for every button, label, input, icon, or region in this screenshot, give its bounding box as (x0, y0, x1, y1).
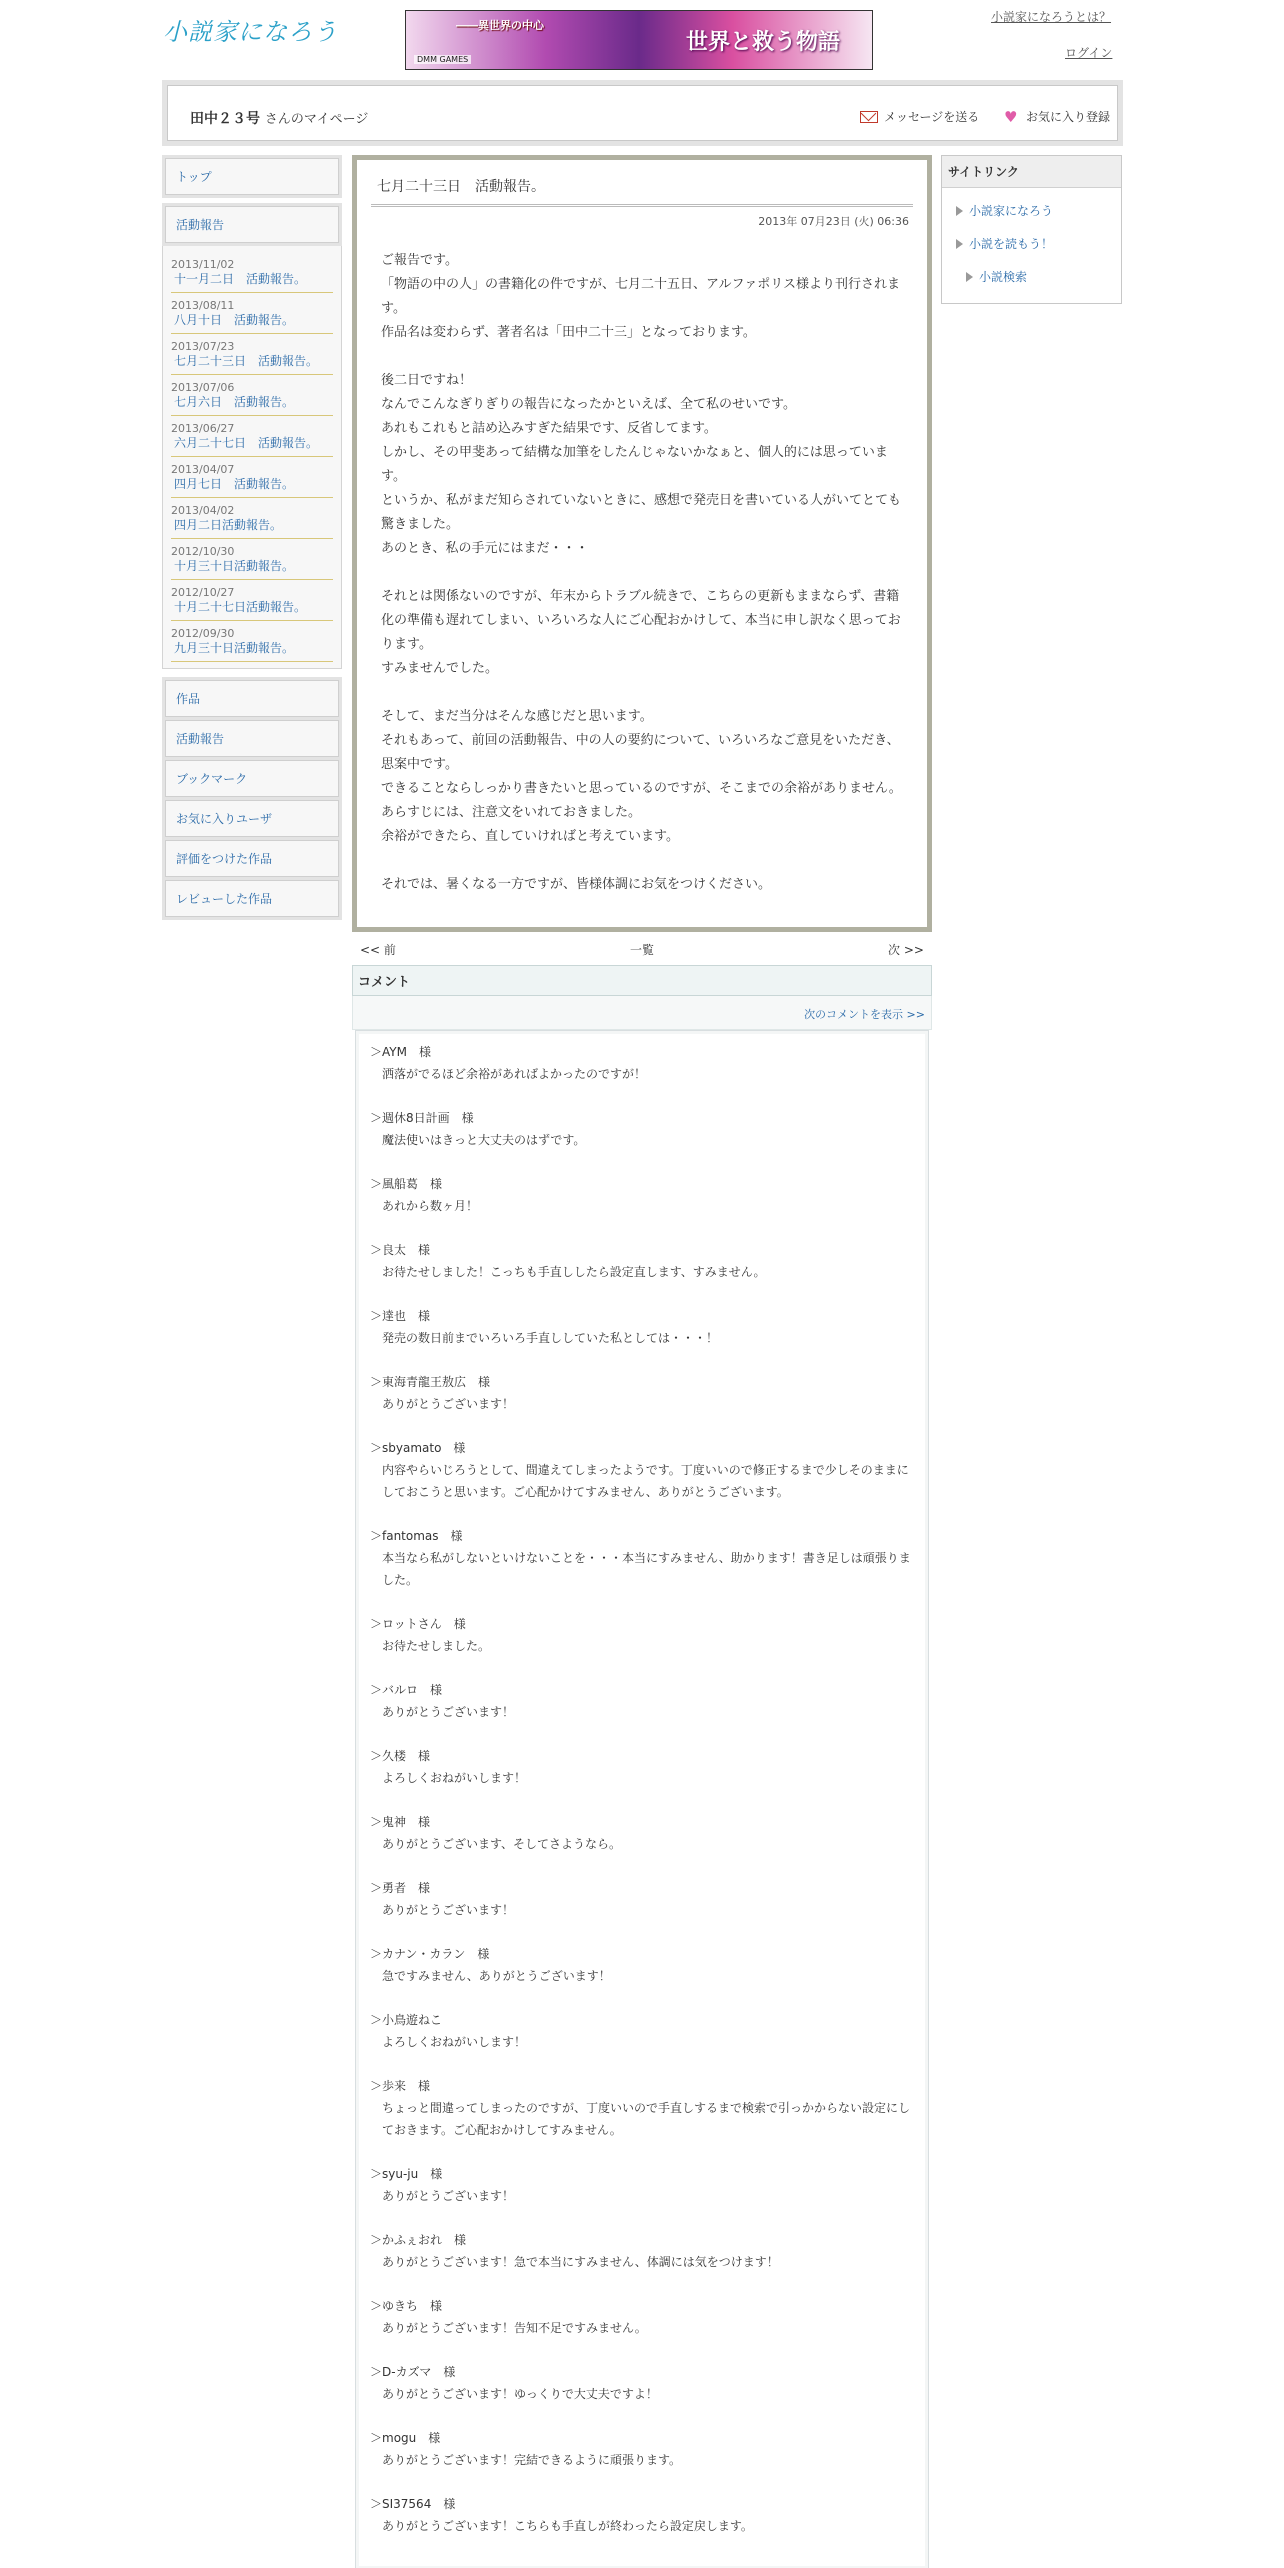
report-line: できることならしっかり書きたいと思っているのですが、そこまでの余裕がありません。 (381, 781, 902, 796)
comment-recipient: ＞SI37564 様 (370, 2497, 456, 2511)
report-date: 2012/09/30 (171, 627, 235, 640)
next-comments-link[interactable]: 次のコメントを表示 >> (804, 1008, 925, 1021)
report-link[interactable]: 六月二十七日 活動報告。 (174, 436, 319, 450)
comment-reply: 洒落がでるほど余裕があればよかったのですが！ (382, 1067, 647, 1081)
report-link[interactable]: 十一月二日 活動報告。 (174, 272, 307, 286)
comment-entry (370, 1305, 914, 1349)
comment-reply: お待たせしました。 (382, 1639, 491, 1653)
user-name[interactable]: 田中２３号 (190, 111, 260, 127)
site-link-label: 小説を読もう！ (969, 237, 1054, 251)
report-pagination (352, 932, 932, 958)
comment-entry (370, 1613, 914, 1657)
sidebar-item-works[interactable] (162, 677, 342, 720)
mypage-suffix: さんのマイページ (264, 112, 369, 127)
comment-reply: お待たせしました！こっちも手直ししたら設定直します、すみません。 (382, 1265, 766, 1279)
site-link-search[interactable] (948, 260, 1115, 293)
comment-reply: ありがとうございます！ゆっくりで大丈夫ですよ！ (382, 2387, 658, 2401)
report-line: しかし、その甲斐あって結構な加筆をしたんじゃないかなぁと、個人的には思っています。 (381, 445, 888, 484)
list-item (171, 375, 333, 416)
comment-recipient: ＞東海青龍王敖広 様 (370, 1375, 491, 1389)
ad-banner[interactable] (405, 10, 873, 70)
comment-entry (370, 1173, 914, 1217)
prev-link[interactable]: << 前 (360, 943, 396, 957)
list-item (171, 416, 333, 457)
sidebar-item-top-label: トップ (165, 158, 339, 195)
report-line: そして、まだ当分はそんな感じだと思います。 (381, 709, 653, 724)
sidebar-item-label: レビューした作品 (165, 880, 339, 917)
list-item (171, 334, 333, 375)
report-link[interactable]: 九月三十日活動報告。 (174, 641, 295, 655)
list-item (171, 580, 333, 621)
list-item (171, 539, 333, 580)
comment-recipient: ＞カナン・カラン 様 (370, 1947, 490, 1961)
report-link[interactable]: 七月六日 活動報告。 (174, 395, 295, 409)
sidebar-item-reports-label: 活動報告 (165, 206, 339, 243)
list-item (171, 498, 333, 539)
report-line: あれもこれもと詰め込みすぎた結果です、反省してます。 (381, 421, 717, 436)
comment-reply: 急ですみません、ありがとうございます！ (382, 1969, 611, 1983)
report-date: 2012/10/27 (171, 586, 235, 599)
list-link[interactable]: 一覧 (629, 943, 654, 957)
comment-entry (370, 1679, 914, 1723)
comment-reply: ありがとうございます！ (382, 1397, 515, 1411)
about-link[interactable]: 小説家になろうとは？ (991, 10, 1112, 24)
report-link[interactable]: 四月七日 活動報告。 (174, 477, 295, 491)
sidebar-item-reviewed-works[interactable] (162, 877, 342, 920)
report-date: 2013年 07月23日 (火) 06:36 (758, 215, 909, 228)
list-item (171, 252, 333, 293)
report-line: 余裕ができたら、直していければと考えています。 (381, 829, 679, 844)
comment-reply: ありがとうございます、そしてさようなら。 (382, 1837, 622, 1851)
report-body (371, 249, 913, 897)
comment-reply: ありがとうございます！急で本当にすみません、体調には気をつけます！ (382, 2255, 779, 2269)
banner-brand: DMM GAMES (414, 55, 471, 64)
comment-entry (370, 2295, 914, 2339)
comment-reply: ありがとうございます！ (382, 2189, 515, 2203)
comments-next-row (352, 996, 932, 1030)
comment-recipient: ＞久楼 様 (370, 1749, 431, 1763)
comment-entry (370, 1371, 914, 1415)
report-date: 2013/07/23 (171, 340, 235, 353)
comment-box (355, 1030, 929, 2568)
comment-entry (370, 1745, 914, 1789)
sidebar-item-label: お気に入りユーザ (165, 800, 339, 837)
comment-reply: ありがとうございます！完結できるように頑張ります。 (382, 2453, 682, 2467)
comment-recipient: ＞fantomas 様 (370, 1529, 463, 1543)
send-message-button[interactable] (860, 108, 979, 125)
left-sidebar (162, 155, 342, 917)
comment-recipient: ＞勇者 様 (370, 1881, 431, 1895)
report-line: あらすじには、注意文をいれておきました。 (381, 805, 642, 820)
comment-recipient: ＞小鳥遊ねこ (370, 2013, 455, 2027)
main-content (352, 155, 932, 2568)
comment-entry (370, 1877, 914, 1921)
favorite-register-label: お気に入り登録 (1026, 110, 1111, 124)
list-item (171, 293, 333, 334)
comment-recipient: ＞かふぇおれ 様 (370, 2233, 467, 2247)
comment-entry (370, 1041, 914, 1085)
comment-reply: よろしくおねがいします！ (382, 1771, 527, 1785)
comments-heading: コメント (352, 965, 932, 996)
mail-icon (860, 111, 878, 123)
sidebar-item-bookmarks[interactable] (162, 757, 342, 800)
comment-recipient: ＞歩来 様 (370, 2079, 431, 2093)
comment-recipient: ＞鬼神 様 (370, 1815, 431, 1829)
comment-entry (370, 1437, 914, 1503)
list-item (171, 457, 333, 498)
triangle-right-icon (966, 272, 973, 282)
user-name-title (190, 108, 368, 128)
comment-entry (370, 1525, 914, 1591)
comment-reply: ありがとうございます！ (382, 1903, 515, 1917)
comment-reply: 魔法使いはきっと大丈夫のはずです。 (382, 1133, 586, 1147)
comment-reply: ありがとうございます！告知不足ですみません。 (382, 2321, 647, 2335)
comment-reply: 内容やらいじろうとして、間違えてしまったようです。丁度いいので修正するまで少しそのままにしておこうと思います。ご心配かけてすみません、ありがとうございます。 (382, 1463, 909, 1499)
comment-reply: 発売の数日前までいろいろ手直ししていた私としては・・・！ (382, 1331, 719, 1345)
triangle-right-icon (956, 206, 963, 216)
comment-entry (370, 1239, 914, 1283)
comment-reply: あれから数ヶ月！ (382, 1199, 479, 1213)
sidebar-item-top[interactable] (162, 155, 342, 198)
report-date: 2013/11/02 (171, 258, 235, 271)
sidebar-item-reports[interactable] (162, 203, 342, 246)
comment-recipient: ＞達也 様 (370, 1309, 431, 1323)
report-date: 2013/06/27 (171, 422, 235, 435)
header (163, 0, 1123, 75)
report-link[interactable]: 十月二十七日活動報告。 (174, 600, 307, 614)
report-link[interactable]: 四月二日活動報告。 (174, 518, 283, 532)
report-line: それとは関係ないのですが、年末からトラブル続きで、こちらの更新もままならず、書籍化の準備も遅れてしまい、いろいろな人にご心配おかけして、本当に申し訳なく思っております。 (381, 589, 901, 652)
next-link[interactable]: 次 >> (888, 943, 924, 957)
comment-entry (370, 1811, 914, 1855)
comment-recipient: ＞sbyamato 様 (370, 1441, 466, 1455)
comment-entry (370, 2361, 914, 2405)
favorite-register-button[interactable] (1004, 108, 1110, 125)
report-date: 2013/04/07 (171, 463, 235, 476)
report-line: 後二日ですね！ (381, 373, 473, 388)
report-date: 2013/07/06 (171, 381, 235, 394)
comment-recipient: ＞syu-ju 様 (370, 2167, 443, 2181)
comment-recipient: ＞風船葛 様 (370, 1177, 443, 1191)
report-line: すみませんでした。 (381, 661, 499, 676)
sidebar-item-favorite-users[interactable] (162, 797, 342, 840)
comment-reply: ありがとうございます！こちらも手直しが終わったら設定戻します。 (382, 2519, 753, 2533)
sidebar-item-label: 評価をつけた作品 (165, 840, 339, 877)
comment-recipient: ＞週休8日計画 様 (370, 1111, 474, 1125)
report-line: というか、私がまだ知らされていないときに、感想で発売日を書いている人がいてとても驚きました。 (381, 493, 902, 532)
sidebar-item-label: 作品 (165, 680, 339, 717)
list-item (171, 621, 333, 662)
report-line: 作品名は変わらず、著者名は「田中二十三」となっております。 (381, 325, 756, 340)
send-message-label: メッセージを送る (884, 110, 980, 124)
comment-recipient: ＞良太 様 (370, 1243, 431, 1257)
sidebar-item-rated-works[interactable] (162, 837, 342, 880)
comment-entry (370, 1107, 914, 1151)
report-link[interactable]: 七月二十三日 活動報告。 (174, 354, 319, 368)
comment-entry (370, 2427, 914, 2471)
report-line: なんでこんなぎりぎりの報告になったかといえば、全て私のせいです。 (381, 397, 796, 412)
report-link[interactable]: 八月十日 活動報告。 (174, 313, 295, 327)
comment-entry (370, 2075, 914, 2141)
report-title: 七月二十三日 活動報告。 (371, 172, 913, 207)
site-links-heading: サイトリンク (942, 156, 1121, 188)
report-link[interactable]: 十月三十日活動報告。 (174, 559, 295, 573)
comment-recipient: ＞ゆきち 様 (370, 2299, 443, 2313)
comment-entry (370, 2163, 914, 2207)
banner-tagline: ――異世界の中心 (456, 19, 544, 32)
report-line: 「物語の中の人」の書籍化の件ですが、七月二十五日、アルファポリス様より刊行されます。 (381, 277, 900, 316)
user-header-box (162, 80, 1123, 146)
site-links-box (941, 155, 1122, 304)
report-date: 2013/04/02 (171, 504, 235, 517)
sidebar-item-label: 活動報告 (165, 720, 339, 757)
comment-reply: 本当なら私がしないといけないことを・・・本当にすみません、助かります！書き足しは頑張りました。 (382, 1551, 911, 1587)
report-line: それでは、暑くなる一方ですが、皆様体調にお気をつけください。 (381, 877, 772, 892)
report-line: あのとき、私の手元にはまだ・・・ (381, 541, 589, 556)
comment-recipient: ＞バルロ 様 (370, 1683, 443, 1697)
report-line: それもあって、前回の活動報告、中の人の要約について、いろいろなご意見をいただき、思案中です。 (381, 733, 900, 772)
heart-icon: ♥ (1004, 107, 1018, 126)
sidebar-item-activity[interactable] (162, 717, 342, 760)
comment-entry (370, 1943, 914, 1987)
comment-entry (370, 2493, 914, 2537)
report-date: 2012/10/30 (171, 545, 235, 558)
site-link-narou[interactable] (948, 194, 1115, 227)
comment-recipient: ＞ロットさん 様 (370, 1617, 466, 1631)
report-date: 2013/08/11 (171, 299, 235, 312)
site-link-yomou[interactable] (948, 227, 1115, 260)
sidebar-item-label: ブックマーク (165, 760, 339, 797)
triangle-right-icon (956, 239, 963, 249)
site-link-label: 小説家になろう (969, 204, 1054, 218)
recent-reports-list (162, 246, 342, 669)
banner-title: 世界と救う物語 (686, 29, 841, 55)
comment-reply: ちょっと間違ってしまったのですが、丁度いいので手直しするまで検索で引っかからない設定にしておきます。ご心配おかけしてすみません。 (382, 2101, 911, 2137)
site-logo[interactable]: 小説家になろう (163, 18, 338, 46)
comment-reply: ありがとうございます！ (382, 1705, 515, 1719)
comment-recipient: ＞mogu 様 (370, 2431, 441, 2445)
comment-entry (370, 2009, 914, 2053)
comment-recipient: ＞D-カズマ 様 (370, 2365, 456, 2379)
site-link-label: 小説検索 (979, 270, 1028, 284)
comment-recipient: ＞AYM 様 (370, 1045, 431, 1059)
report-line: ご報告です。 (381, 253, 458, 268)
comment-reply: よろしくおねがいします！ (382, 2035, 527, 2049)
comment-entry (370, 2229, 914, 2273)
activity-report (352, 155, 932, 932)
login-link[interactable]: ログイン (1065, 46, 1113, 60)
